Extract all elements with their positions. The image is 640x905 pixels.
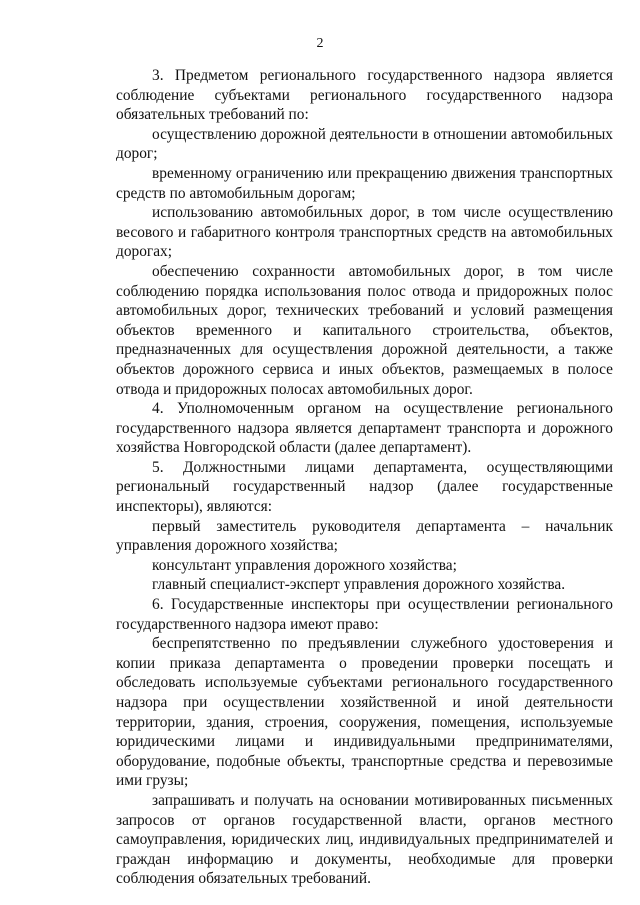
paragraph-5: 5. Должностными лицами департамента, осуществляющими региональный государственный надзор (далее государственные инспекторы), являются: — [116, 458, 613, 516]
paragraph-4: 4. Уполномоченным органом на осуществление регионального государственного надзора является департамент транспорта и дорожного хозяйства Новгородской области (далее департамент). — [116, 400, 613, 457]
paragraph-3: 3. Предметом регионального государственного надзора является соблюдение субъектами регионального государственного надзора обязательных требований по: — [116, 67, 613, 124]
list-item-inspection-right: беспрепятственно по предъявлении служебного удостоверения и копии приказа департамента о проведении проверки посещать и обследовать используемые субъектами регионального государственного надзора при осуществлении хозяйственной и иной деятельности территории, здания, строения, сооружения, помещения, используемые юридическими лицами и индивидуальными предпринимателями, оборудование, подобные объекты, транспортные средства и перевозимые ими грузы; — [116, 635, 613, 790]
list-item-road-safety: обеспечению сохранности автомобильных дорог, в том числе соблюдению порядка использования полос отвода и придорожных полос автомобильных дорог, технических требований и условий размещения объектов временного и капитального строительства, объектов, предназначенных для осуществления дорожной деятельности, а также объектов дорожного сервиса и иных объектов, размещаемых в полосе отвода и придорожных полосах автомобильных дорог. — [116, 262, 613, 398]
page-number: 2 — [316, 36, 324, 51]
list-item-road-activity: осуществлению дорожной деятельности в отношении автомобильных дорог; — [116, 125, 613, 163]
document-body — [116, 66, 613, 889]
list-item-first-deputy: первый заместитель руководителя департамента – начальник управления дорожного хозяйства; — [116, 517, 613, 555]
list-item-chief-specialist: главный специалист-эксперт управления дорожного хозяйства. — [152, 576, 566, 594]
list-item-request-right: запрашивать и получать на основании мотивированных письменных запросов от органов государственной власти, органов местного самоуправления, юридических лиц, индивидуальных предпринимателей и граждан информацию и документы, необходимые для проверки соблюдения обязательных требований. — [116, 791, 613, 888]
paragraph-6: 6. Государственные инспекторы при осуществлении регионального государственного надзора имеют право: — [116, 596, 613, 633]
list-item-consultant: консультант управления дорожного хозяйства; — [152, 556, 457, 574]
list-item-traffic-restriction: временному ограничению или прекращению движения транспортных средств по автомобильным дорогам; — [116, 164, 613, 202]
list-item-road-usage: использованию автомобильных дорог, в том числе осуществлению весового и габаритного контроля транспортных средств на автомобильных дорогах; — [116, 204, 613, 261]
